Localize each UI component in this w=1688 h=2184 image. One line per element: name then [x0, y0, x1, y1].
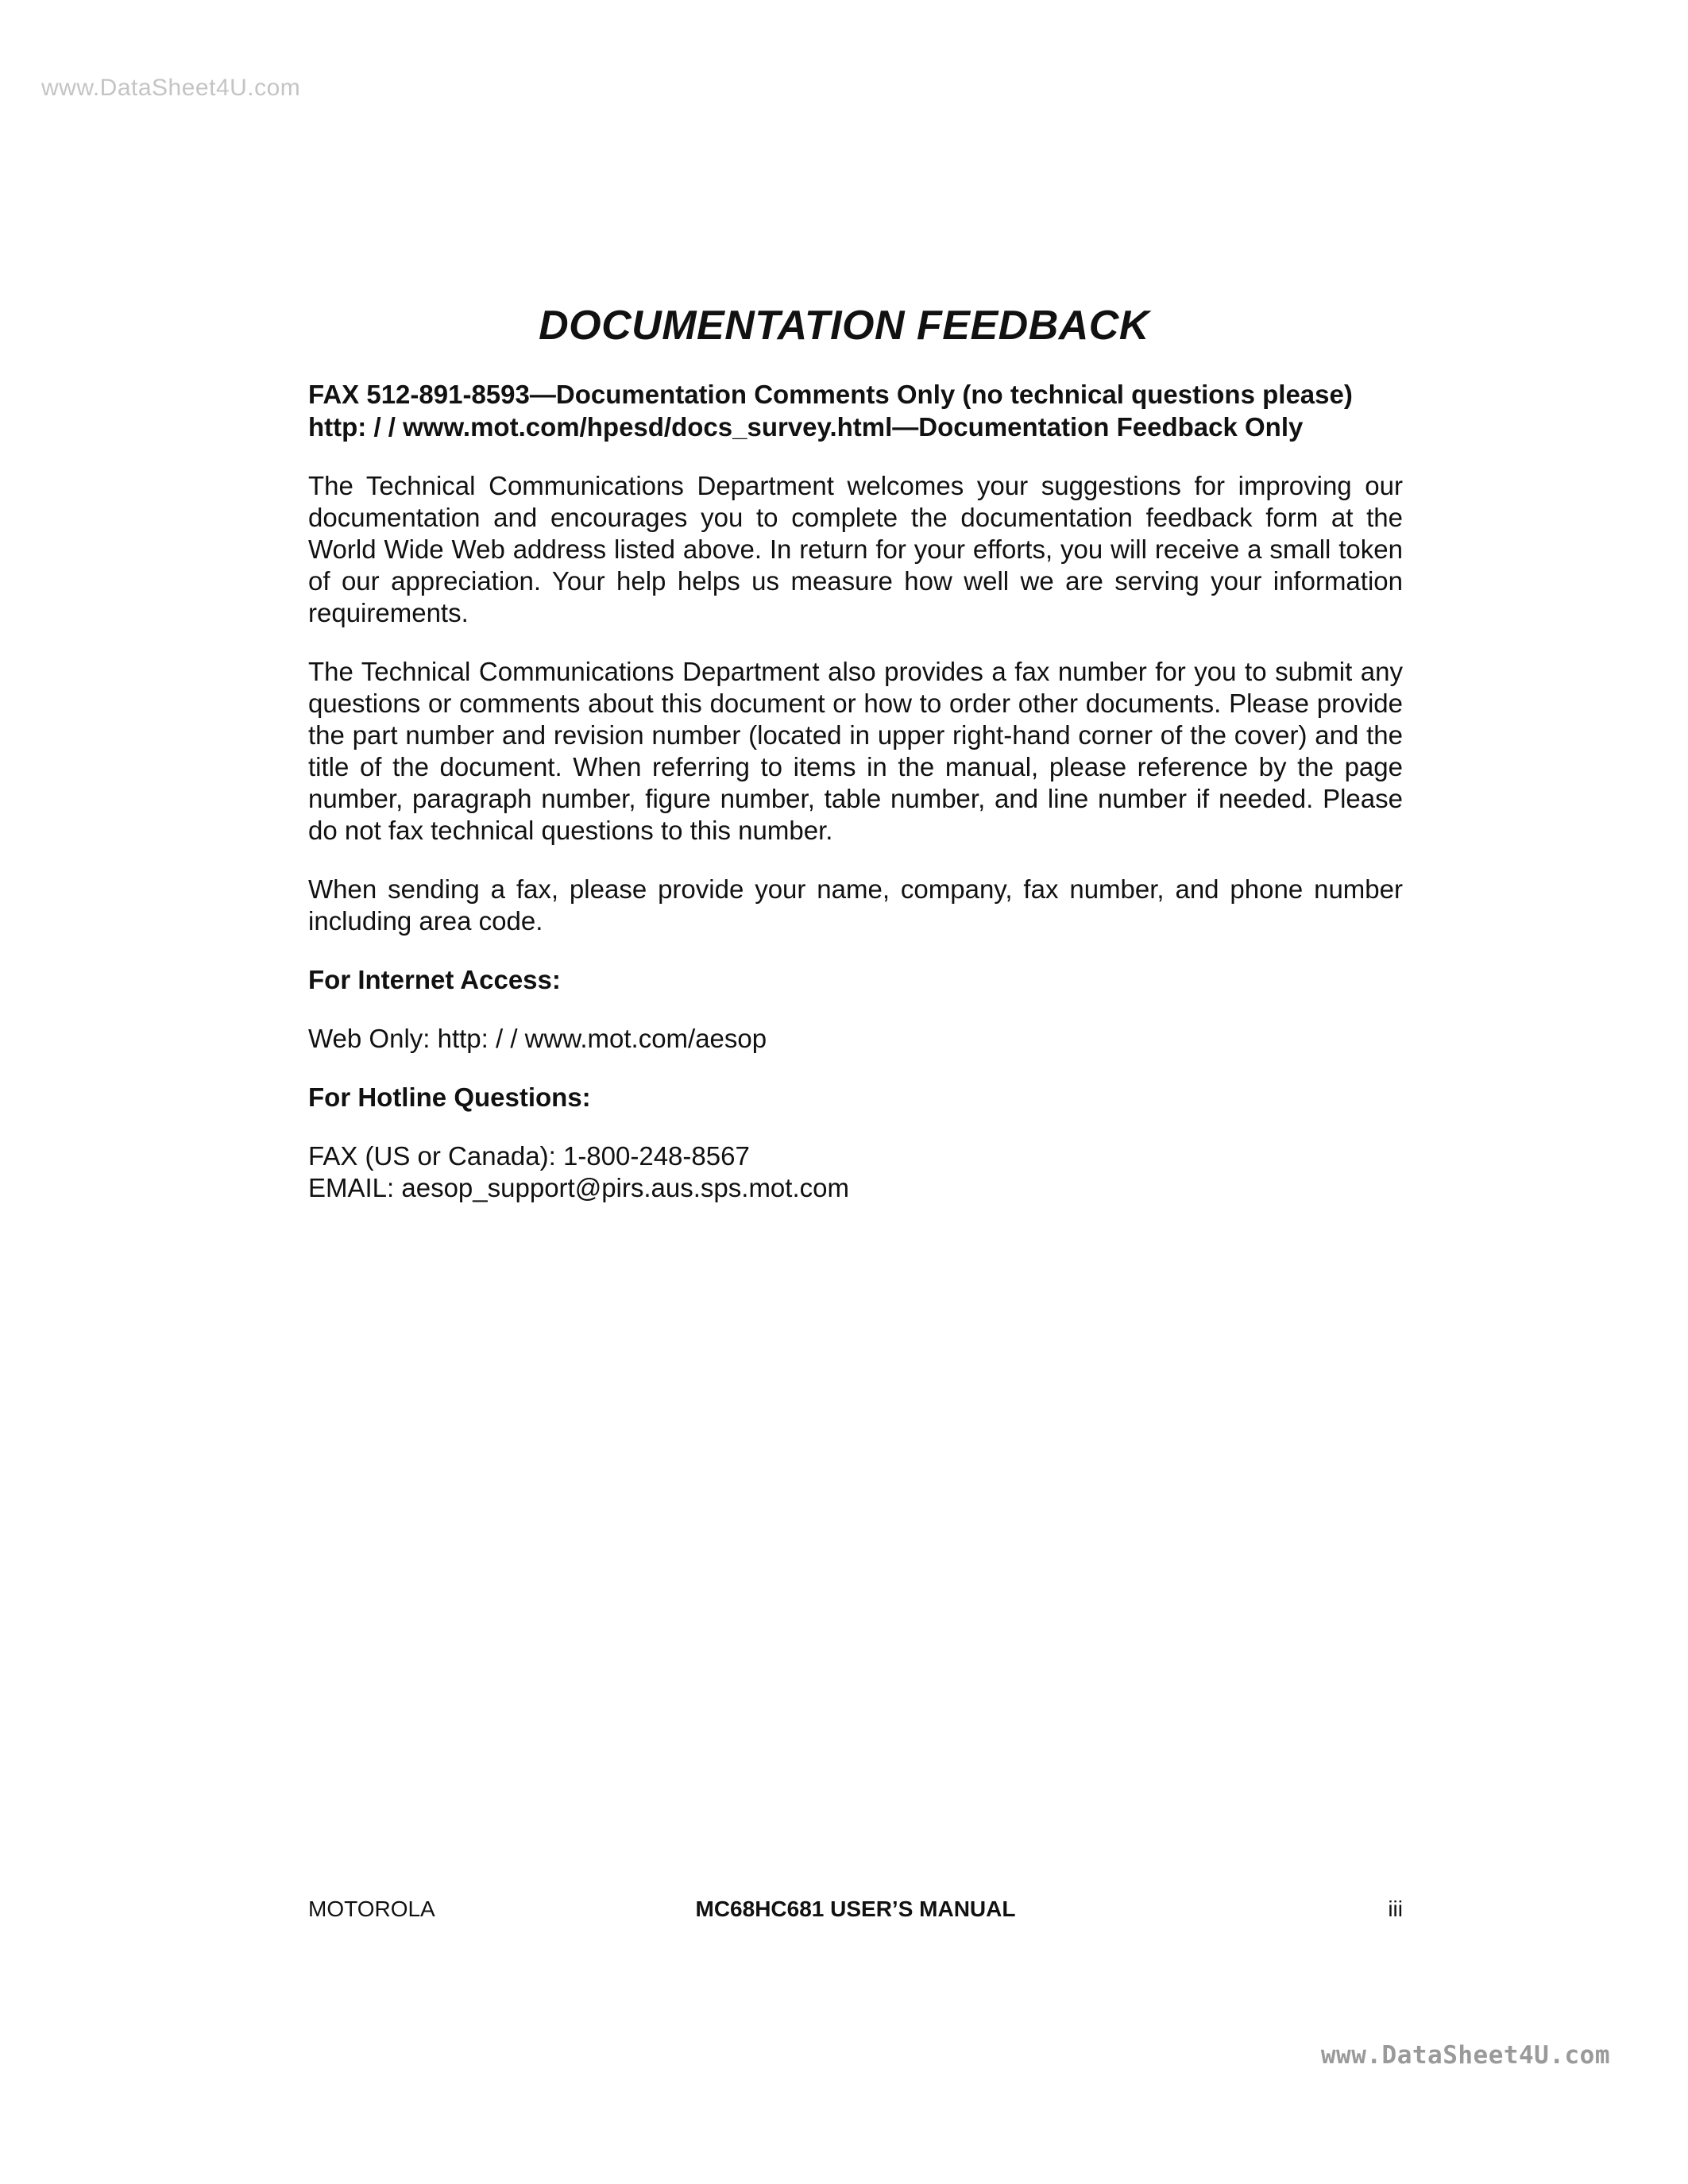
internet-access-heading: For Internet Access: [308, 965, 561, 994]
watermark-top: www.DataSheet4U.com [41, 75, 301, 101]
footer-manual-title: MC68HC681 USER’S MANUAL [695, 1897, 1016, 1921]
hotline-email-line: EMAIL: aesop_support@pirs.aus.sps.mot.com [308, 1173, 849, 1202]
paragraph-fax-details: When sending a fax, please provide your name, company, fax number, and phone number including area code. [308, 874, 1403, 936]
hotline-heading: For Hotline Questions: [308, 1082, 591, 1112]
paragraph-fax-info: The Technical Communications Department also provides a fax number for you to submit any questions or comments about this document or how to order other documents. Please provide the part number and revision number (located in upper right-hand corner of the cover) and the title of the document. When referring to items in the manual, please reference by the page number, paragraph number, figure number, table number, and line number if needed. Please do not fax technical questions to this number. [308, 657, 1403, 845]
internet-web-line: Web Only: http: / / www.mot.com/aesop [308, 1024, 767, 1053]
hotline-fax-line: FAX (US or Canada): 1-800-248-8567 [308, 1141, 750, 1171]
page-footer [308, 1897, 1403, 1928]
web-contact-line: http: / / www.mot.com/hpesd/docs_survey.html—Documentation Feedback Only [308, 412, 1304, 442]
main-content [308, 378, 1403, 1204]
footer-page-number: iii [1388, 1897, 1403, 1921]
watermark-bottom: www.DataSheet4U.com [1320, 2041, 1610, 2070]
footer-company: MOTOROLA [308, 1897, 435, 1921]
fax-contact-line: FAX 512-891-8593—Documentation Comments Only (no technical questions please) [308, 380, 1353, 409]
page-title: DOCUMENTATION FEEDBACK [539, 303, 1149, 349]
paragraph-feedback: The Technical Communications Department welcomes your suggestions for improving our documentation and encourages you to complete the documentation feedback form at the World Wide Web address listed above. In return for your efforts, you will receive a small token of our appreciation. Your help helps us measure how well we are serving your information requirements. [308, 471, 1403, 627]
